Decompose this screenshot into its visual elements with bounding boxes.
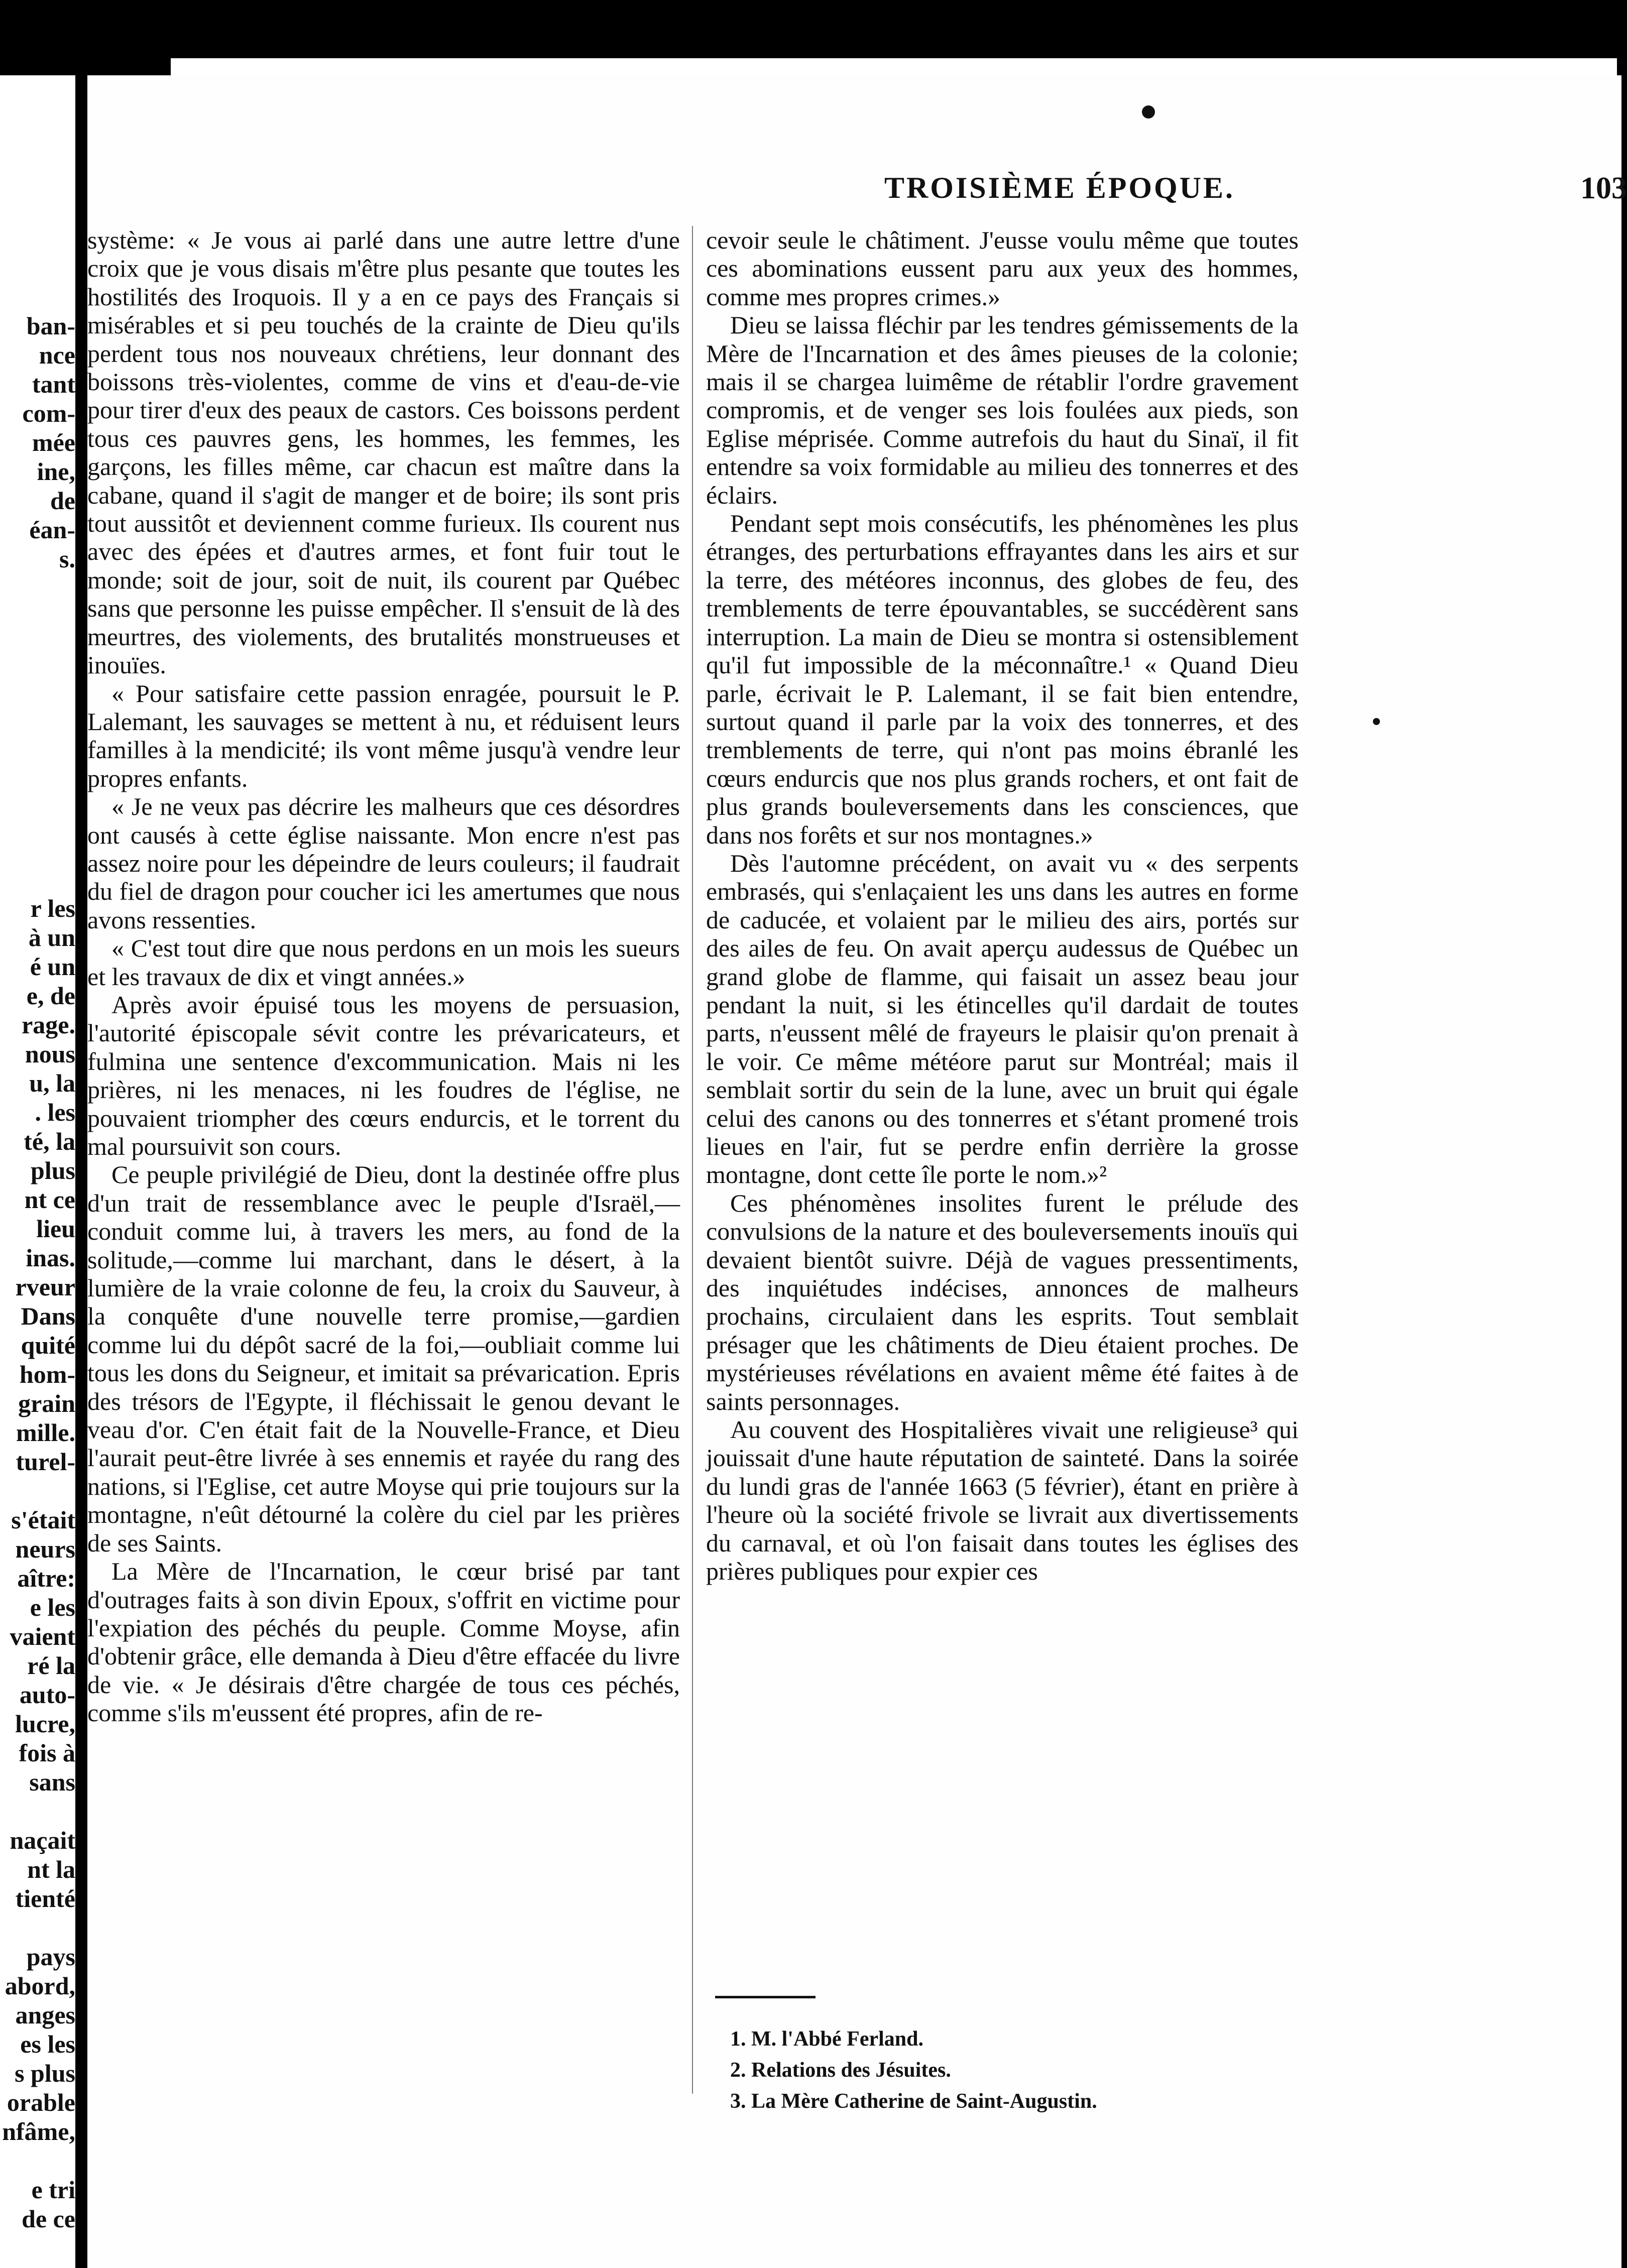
previous-page-fragment: de ce <box>22 2205 75 2233</box>
previous-page-fragment: e les <box>30 1593 75 1621</box>
previous-page-fragment: rveur <box>15 1273 75 1301</box>
previous-page-fragment: ban- <box>26 312 75 340</box>
book-page <box>87 75 1627 2268</box>
paragraph: cevoir seule le châtiment. J'eusse voulu même que toutes ces abominations eussent paru aux yeux des hommes, comme mes propres crimes.» <box>706 226 1299 311</box>
footnote: 3. La Mère Catherine de Saint-Augustin. <box>730 2090 1097 2113</box>
previous-page-fragment: rage. <box>22 1011 75 1039</box>
footnote-rule <box>715 1996 816 1998</box>
column-divider <box>692 226 693 2094</box>
previous-page-fragment <box>0 1476 75 1505</box>
previous-page-fragment: . les <box>35 1098 75 1126</box>
previous-page-fragment: nt ce <box>24 1185 75 1214</box>
paragraph: système: « Je vous ai parlé dans une autre lettre d'une croix que je vous disais m'être plus pesante que toutes les hostilités des Iroquois. Il y a en ce pays des Français si misérables et si peu touchés de la crainte de Dieu qu'ils perdent tous nos nouveaux chrétiens, leur donnant des boissons très-violentes, comme de vins et d'eau-de-vie pour tirer d'eux des peaux de castors. Ces boissons perdent tous ces pauvres gens, les hommes, les femmes, les garçons, les filles même, car chacun est maître dans la cabane, quand il s'agit de manger et de boire; ils sont pris tout aussitôt et deviennent comme furieux. Ils courent nus avec des épées et d'autres armes, et font fuir tout le monde; soit de jour, soit de nuit, ils courent par Québec sans que personne les puisse empêcher. Il s'ensuit de là des meurtres, des violements, des brutalités monstrueuses et inouïes. <box>87 226 680 679</box>
scan-top-rule <box>171 58 1617 75</box>
previous-page-fragment <box>0 865 75 894</box>
previous-page-fragment: éan- <box>29 516 75 544</box>
previous-page-fragment: aître: <box>17 1564 75 1592</box>
previous-page-fragment: tant <box>32 370 75 398</box>
previous-page-fragments <box>0 311 75 2233</box>
paragraph: Dieu se laissa fléchir par les tendres gémissements de la Mère de l'Incarnation et des âmes pieuses de la colonie; mais il se chargea luimême de rétablir l'ordre gravement compromis, et de venger ses lois foulées aux pieds, son Eglise méprisée. Comme autrefois du haut du Sinaï, il fit entendre sa voix formidable au milieu des tonnerres et des éclairs. <box>706 311 1299 509</box>
previous-page-fragment: Dans <box>21 1302 75 1330</box>
previous-page-fragment: e tri <box>31 2176 75 2204</box>
paragraph: Ce peuple privilégié de Dieu, dont la destinée offre plus d'un trait de ressemblance avec le peuple d'Israël,—conduit comme lui, à travers les mers, au fond de la solitude,—comme lui marchant, dans le désert, à la lumière de la vraie colonne de feu, la croix du Sauveur, à la conquête d'une nouvelle terre promise,—gardien comme lui du dépôt sacré de la foi,—oubliait comme lui tous les dons du Seigneur, et imitait sa prévarication. Epris des trésors de l'Egypte, il fléchissait le genou devant le veau d'or. C'en était fait de la Nouvelle-France, et Dieu l'aurait peut-être livrée à ses ennemis et rayée du rang des nations, si l'Eglise, cet autre Moyse qui prie toujours sur la montagne, n'eût détourné la colère du ciel par les prières de ses Saints. <box>87 1160 680 1557</box>
paragraph: « Pour satisfaire cette passion enragée, poursuit le P. Lalemant, les sauvages se mettent à nu, et réduisent leurs familles à la mendicité; ils vont même jusqu'à vendre leur propres enfants. <box>87 679 680 792</box>
paragraph: Pendant sept mois consécutifs, les phénomènes les plus étranges, des perturbations effrayantes dans les airs et sur la terre, des météores inconnus, des globes de feu, des tremblements de terre épouvantables, se succédèrent sans interruption. La main de Dieu se montra si ostensiblement qu'il fut impossible de la méconnaître.¹ « Quand Dieu parle, écrivait le P. Lalemant, il se fait bien entendre, surtout quand il parle par la voix des tonnerres, et des tremblements de terre, qui n'ont pas moins ébranlé les cœurs endurcis que nos plus grands rochers, et ont fait de plus grands bouleversements dans les consciences, que dans nos forêts et sur nos montagnes.» <box>706 509 1299 849</box>
footnote: 1. M. l'Abbé Ferland. <box>730 2027 923 2051</box>
previous-page-fragment <box>0 748 75 777</box>
paragraph: La Mère de l'Incarnation, le cœur brisé par tant d'outrages faits à son divin Epoux, s'offrit en victime pour l'expiation des péchés du peuple. Comme Moyse, afin d'obtenir grâce, elle demanda à Dieu d'être effacée du livre de vie. « Je désirais d'être chargée de tous ces péchés, comme s'ils m'eussent été propres, afin de re- <box>87 1557 680 1727</box>
previous-page-fragment <box>0 573 75 603</box>
previous-page-fragment: auto- <box>19 1681 75 1709</box>
previous-page-fragment: fois à <box>19 1739 75 1767</box>
paragraph: « Je ne veux pas décrire les malheurs que ces désordres ont causés à cette église naissante. Mon encre n'est pas assez noire pour les dépeindre de leurs couleurs; il faudrait du fiel de dragon pour coucher ici les amertumes que nous avons ressenties. <box>87 792 680 934</box>
left-column <box>87 226 680 1727</box>
previous-page-fragment: tienté <box>15 1884 75 1913</box>
previous-page-fragment: vaient <box>10 1622 75 1650</box>
binding-edge <box>75 75 87 2268</box>
previous-page-fragment: grain <box>18 1389 75 1417</box>
previous-page-fragment: s plus <box>15 2059 75 2087</box>
previous-page-fragment <box>0 1913 75 1942</box>
previous-page-fragment: sans <box>29 1768 75 1796</box>
previous-page-fragment <box>0 632 75 661</box>
paragraph: Ces phénomènes insolites furent le prélude des convulsions de la nature et des bouleversements inouïs qui devaient bientôt suivre. Déjà de vagues pressentiments, des inquiétudes indécises, annonces de malheurs prochains, circulaient dans les esprits. Tout semblait présager que les châtiments de Dieu étaient proches. De mystérieuses révélations en avaient même été faites à de saints personnages. <box>706 1188 1299 1415</box>
previous-page-fragment <box>0 835 75 865</box>
previous-page-fragment: es les <box>20 2030 75 2058</box>
previous-page-fragment: r les <box>30 894 75 922</box>
previous-page-fragment: abord, <box>5 1972 75 2000</box>
previous-page-fragment: ré la <box>27 1651 75 1680</box>
previous-page-fragment: quité <box>21 1331 75 1359</box>
previous-page-fragment: inas. <box>26 1244 75 1272</box>
running-head: TROISIÈME ÉPOQUE. <box>884 171 1235 204</box>
previous-page-fragment <box>0 777 75 806</box>
paragraph: « C'est tout dire que nous perdons en un mois les sueurs et les travaux de dix et vingt années.» <box>87 934 680 991</box>
previous-page-fragment: e, de <box>26 982 75 1010</box>
previous-page-fragment: nfâme, <box>2 2117 75 2145</box>
previous-page-fragment <box>0 719 75 748</box>
page-header <box>492 171 1627 216</box>
paragraph: Au couvent des Hospitalières vivait une religieuse³ qui jouissait d'une haute réputation de sainteté. Dans la soirée du lundi gras de l'année 1663 (5 février), étant en prière à l'heure où la société frivole se livrait aux divertissements du carnaval, et où l'on faisait dans toutes les églises des prières publiques pour expier ces <box>706 1415 1299 1586</box>
previous-page-fragment: naçait <box>10 1826 75 1854</box>
previous-page-fragment <box>0 661 75 690</box>
previous-page-fragment: à un <box>28 923 75 951</box>
footnotes <box>730 2023 1308 2117</box>
previous-page-fragment: nce <box>39 341 75 369</box>
previous-page-fragment: té, la <box>24 1127 75 1155</box>
previous-page-fragment: turel- <box>16 1448 75 1476</box>
previous-page-fragment: s'était <box>11 1506 75 1534</box>
previous-page-fragment: mée <box>32 428 75 456</box>
previous-page-fragment: nt la <box>27 1855 75 1883</box>
previous-page-fragment <box>0 690 75 719</box>
previous-page-fragment: orable <box>7 2088 75 2116</box>
previous-page-fragment: com- <box>22 399 75 427</box>
previous-page-fragment: é un <box>30 952 75 981</box>
paragraph: Après avoir épuisé tous les moyens de persuasion, l'autorité épiscopale sévit contre les prévaricateurs, et fulmina une sentence d'excommunication. Mais ni les prières, ni les menaces, ni les foudres de l'église, ne pouvaient triompher des cœurs endurcis, et le torrent du mal poursuivit son cours. <box>87 990 680 1160</box>
previous-page-fragment: mille. <box>16 1418 75 1447</box>
previous-page-fragment <box>0 1797 75 1826</box>
page-number: 103 <box>1580 171 1627 205</box>
previous-page-fragment: neurs <box>15 1535 75 1563</box>
footnote: 2. Relations des Jésuites. <box>730 2059 951 2082</box>
previous-page-fragment: de <box>50 487 75 515</box>
previous-page-fragment: s. <box>59 545 75 573</box>
previous-page-fragment: lieu <box>36 1215 75 1243</box>
previous-page-fragment: plus <box>31 1156 75 1184</box>
previous-page-fragment <box>0 806 75 835</box>
previous-page-fragment: anges <box>15 2001 75 2029</box>
right-column <box>706 226 1299 1586</box>
previous-page-fragment: hom- <box>19 1360 75 1388</box>
previous-page-fragment: u, la <box>29 1069 75 1097</box>
previous-page-fragment: lucre, <box>15 1710 75 1738</box>
previous-page-fragment: nous <box>25 1040 75 1068</box>
previous-page-fragment <box>0 603 75 632</box>
previous-page-fragment: pays <box>26 1943 75 1971</box>
ink-spot <box>1142 105 1155 118</box>
previous-page-fragment: ine, <box>37 457 75 486</box>
paragraph: Dès l'automne précédent, on avait vu « des serpents embrasés, qui s'enlaçaient les uns dans les autres en forme de caducée, et volaient par le milieu des airs, portés sur des ailes de feu. On avait aperçu audessus de Québec un grand globe de flamme, qui faisait un assez beau jour pendant la nuit, si les étincelles qu'il dardait de toutes parts, n'eussent mêlé de frayeurs le plaisir qu'on prenait à le voir. Ce même météore parut sur Montréal; mais il semblait sortir du sein de la lune, avec un bruit qui égale celui des canons ou des tonnerres et s'étant promené trois lieues en l'air, fut se perdre enfin derrière la grosse montagne, dont cette île porte le nom.»² <box>706 849 1299 1189</box>
previous-page-fragment <box>0 2146 75 2175</box>
ink-spot <box>1373 718 1380 725</box>
